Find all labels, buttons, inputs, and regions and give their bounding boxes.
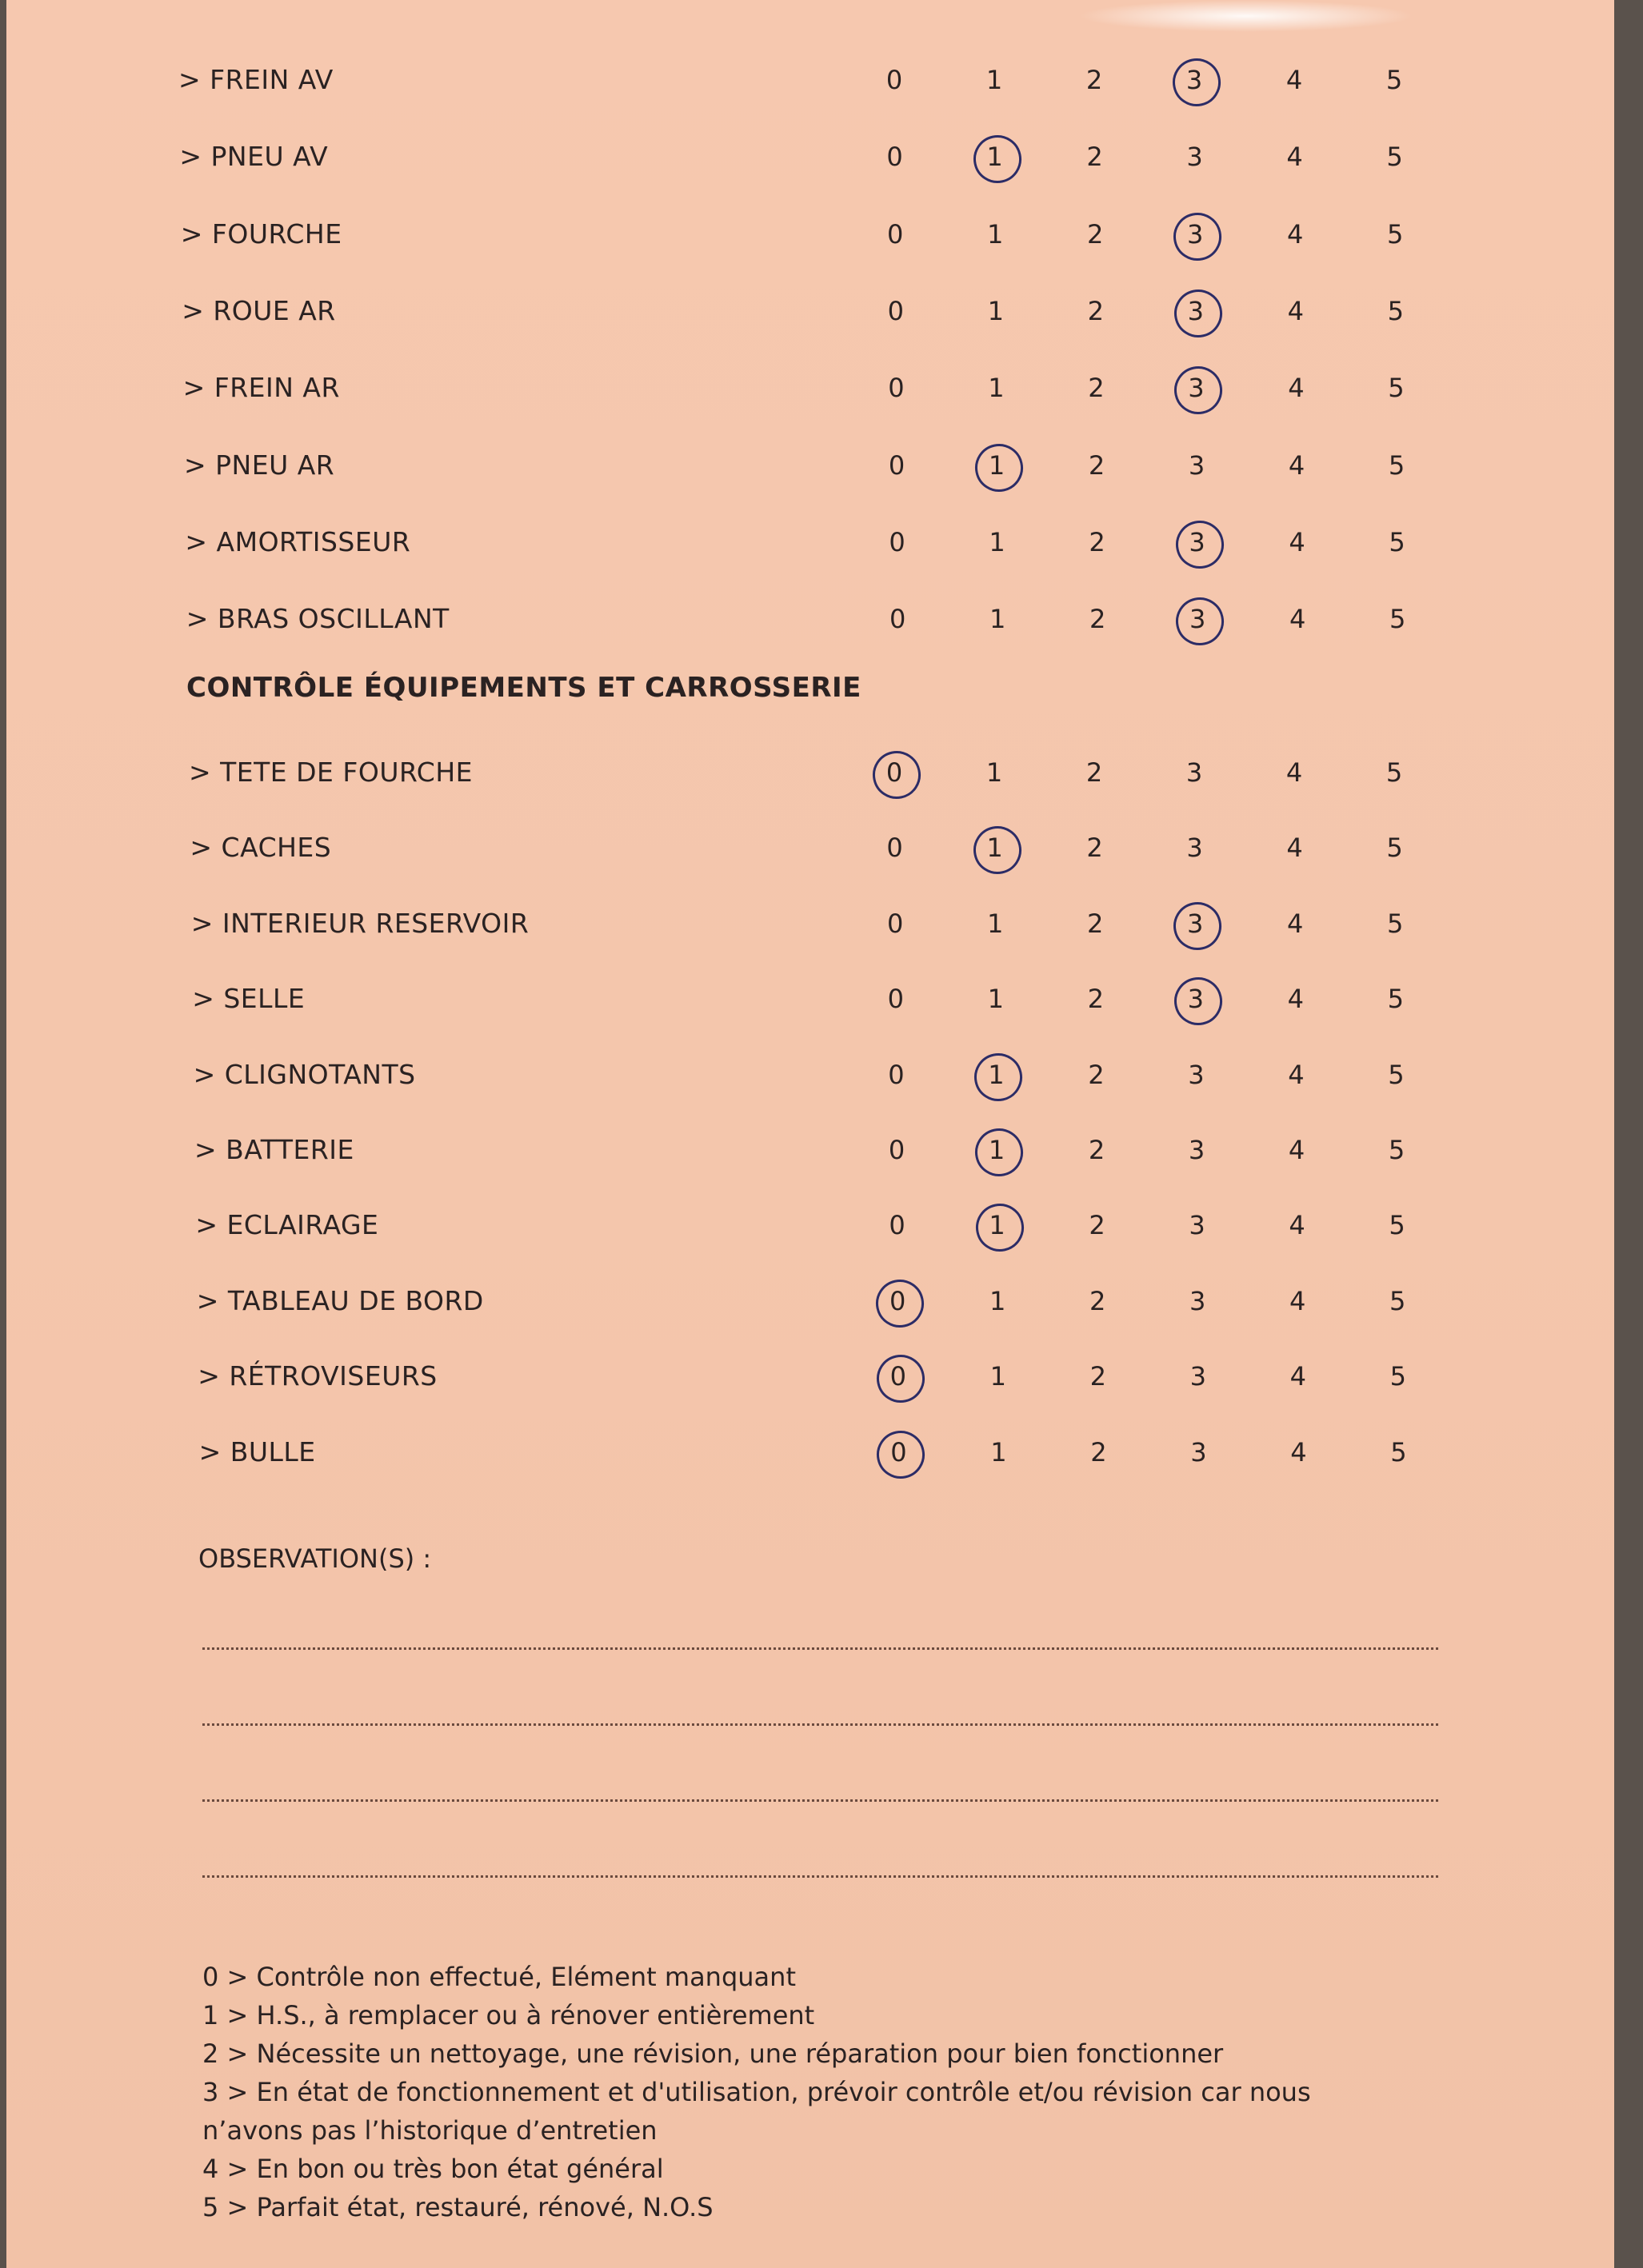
rating-option-0[interactable]: 0	[888, 1059, 905, 1090]
rating-option-1[interactable]: 1	[989, 526, 1005, 557]
rating-option-5[interactable]: 5	[1387, 218, 1404, 250]
rating-legend	[202, 1958, 1522, 2226]
rating-option-1[interactable]: 1	[972, 1051, 1020, 1099]
rating-option-3[interactable]: 3	[1188, 1135, 1205, 1165]
rating-option-4[interactable]: 4	[1286, 833, 1303, 864]
rating-option-3[interactable]: 3	[1171, 900, 1219, 948]
observations-label: OBSERVATION(S) :	[198, 1543, 432, 1574]
row-label: > TABLEAU DE BORD	[196, 1284, 484, 1316]
rating-option-3[interactable]: 3	[1170, 56, 1218, 104]
rating-option-4[interactable]: 4	[1286, 142, 1303, 173]
row-label: > PNEU AR	[184, 449, 335, 481]
rating-option-2[interactable]: 2	[1088, 1059, 1105, 1090]
rating-option-2[interactable]: 2	[1088, 1135, 1105, 1165]
rating-row	[6, 595, 1614, 643]
rating-option-1[interactable]: 1	[989, 604, 1006, 635]
legend-line-2: 2 > Nécessite un nettoyage, une révision, une réparation pour bien fonctionner	[202, 2038, 1224, 2069]
rating-option-4[interactable]: 4	[1290, 1436, 1307, 1467]
row-label: > BRAS OSCILLANT	[186, 603, 450, 635]
rating-option-2[interactable]: 2	[1085, 65, 1103, 95]
rating-row	[6, 1201, 1614, 1249]
rating-option-0[interactable]: 0	[873, 1277, 921, 1325]
rating-option-5[interactable]: 5	[1389, 1210, 1405, 1241]
rating-option-2[interactable]: 2	[1087, 295, 1104, 326]
row-label: > ECLAIRAGE	[195, 1209, 379, 1241]
rating-option-4[interactable]: 4	[1288, 449, 1305, 481]
rating-row	[6, 1352, 1614, 1400]
rating-row	[6, 1277, 1614, 1325]
rating-option-2[interactable]: 2	[1088, 373, 1105, 404]
rating-option-5[interactable]: 5	[1390, 1436, 1407, 1467]
rating-option-3[interactable]: 3	[1186, 833, 1203, 864]
rating-row	[6, 441, 1614, 489]
row-label: > CACHES	[190, 832, 332, 864]
rating-option-5[interactable]: 5	[1389, 604, 1406, 635]
rating-option-5[interactable]: 5	[1387, 295, 1404, 326]
rating-row	[6, 749, 1614, 797]
rating-option-2[interactable]: 2	[1090, 1436, 1107, 1467]
rating-row	[6, 56, 1614, 104]
rating-option-4[interactable]: 4	[1287, 984, 1304, 1015]
rating-option-1[interactable]: 1	[987, 984, 1004, 1015]
rating-option-4[interactable]: 4	[1289, 1361, 1306, 1392]
rating-option-0[interactable]: 0	[887, 218, 904, 250]
rating-row	[6, 824, 1614, 872]
rating-option-4[interactable]: 4	[1288, 1059, 1305, 1090]
rating-option-0[interactable]: 0	[887, 295, 904, 326]
rating-option-4[interactable]: 4	[1289, 526, 1305, 557]
rating-option-3[interactable]: 3	[1188, 449, 1205, 481]
rating-row	[6, 518, 1614, 566]
rating-option-1[interactable]: 1	[989, 1285, 1006, 1316]
observation-line-1[interactable]	[202, 1647, 1438, 1650]
legend-line-3-cont: n’avons pas l’historique d’entretien	[202, 2115, 658, 2146]
row-label: > TETE DE FOURCHE	[189, 757, 473, 788]
rating-option-0[interactable]: 0	[874, 1428, 922, 1476]
row-label: > CLIGNOTANTS	[193, 1058, 416, 1090]
row-label: > BULLE	[198, 1435, 316, 1467]
rating-option-3[interactable]: 3	[1189, 1361, 1206, 1392]
rating-option-5[interactable]: 5	[1388, 1059, 1405, 1090]
rating-option-0[interactable]: 0	[887, 908, 904, 939]
rating-option-1[interactable]: 1	[985, 65, 1003, 95]
rating-option-2[interactable]: 2	[1089, 526, 1105, 557]
rating-option-5[interactable]: 5	[1388, 449, 1405, 481]
row-label: > FOURCHE	[180, 218, 342, 250]
rating-option-1[interactable]: 1	[971, 824, 1019, 872]
rating-option-0[interactable]: 0	[887, 984, 904, 1015]
rating-option-4[interactable]: 4	[1289, 604, 1306, 635]
row-label: > BATTERIE	[194, 1134, 354, 1165]
rating-row	[6, 133, 1614, 181]
rating-option-5[interactable]: 5	[1388, 1135, 1405, 1165]
rating-option-5[interactable]: 5	[1386, 142, 1403, 173]
observation-line-2[interactable]	[202, 1723, 1438, 1726]
rating-option-5[interactable]: 5	[1388, 373, 1405, 404]
rating-option-5[interactable]: 5	[1387, 908, 1404, 939]
inspection-sheet	[6, 0, 1614, 2268]
legend-line-4: 4 > En bon ou très bon état général	[202, 2154, 664, 2184]
rating-option-3[interactable]: 3	[1186, 142, 1203, 173]
row-label: > PNEU AV	[179, 141, 329, 173]
rating-option-2[interactable]: 2	[1087, 218, 1104, 250]
rating-option-3[interactable]: 3	[1172, 287, 1220, 335]
legend-line-5: 5 > Parfait état, restauré, rénové, N.O.S	[202, 2192, 714, 2222]
observation-line-4[interactable]	[202, 1875, 1438, 1878]
row-label: > FREIN AR	[182, 372, 340, 404]
rating-option-3[interactable]: 3	[1189, 1285, 1206, 1316]
rating-option-2[interactable]: 2	[1087, 984, 1104, 1015]
rating-row	[6, 364, 1614, 412]
section-title: CONTRÔLE ÉQUIPEMENTS ET CARROSSERIE	[186, 672, 861, 704]
rating-option-0[interactable]: 0	[886, 833, 903, 864]
rating-option-4[interactable]: 4	[1289, 1285, 1306, 1316]
rating-option-0[interactable]: 0	[888, 373, 905, 404]
rating-option-2[interactable]: 2	[1088, 449, 1105, 481]
rating-option-1[interactable]: 1	[985, 757, 1003, 788]
rating-option-3[interactable]: 3	[1173, 518, 1221, 566]
rating-option-3[interactable]: 3	[1171, 210, 1219, 258]
rating-row	[6, 1051, 1614, 1099]
row-label: > RÉTROVISEURS	[198, 1360, 438, 1392]
rating-option-1[interactable]: 1	[987, 908, 1004, 939]
rating-option-4[interactable]: 4	[1285, 65, 1303, 95]
rating-option-3[interactable]: 3	[1172, 364, 1220, 412]
rating-option-0[interactable]: 0	[888, 449, 905, 481]
rating-option-3[interactable]: 3	[1173, 595, 1221, 643]
rating-row	[6, 210, 1614, 258]
row-label: > SELLE	[192, 983, 306, 1015]
rating-row	[6, 1428, 1614, 1476]
rating-option-0[interactable]: 0	[874, 1352, 922, 1400]
rating-option-2[interactable]: 2	[1087, 908, 1104, 939]
rating-option-0[interactable]: 0	[889, 526, 905, 557]
rating-option-2[interactable]: 2	[1089, 1361, 1106, 1392]
rating-option-5[interactable]: 5	[1387, 984, 1404, 1015]
rating-option-5[interactable]: 5	[1385, 757, 1403, 788]
rating-option-0[interactable]: 0	[889, 604, 906, 635]
legend-line-1: 1 > H.S., à remplacer ou à rénover entièrement	[202, 2000, 815, 2030]
rating-option-5[interactable]: 5	[1389, 1285, 1406, 1316]
rating-row	[6, 1126, 1614, 1174]
rating-option-0[interactable]: 0	[870, 749, 918, 797]
rating-option-3[interactable]: 3	[1188, 1059, 1205, 1090]
rating-option-3[interactable]: 3	[1190, 1436, 1207, 1467]
rating-option-1[interactable]: 1	[987, 295, 1004, 326]
row-label: > ROUE AR	[182, 294, 336, 326]
observation-line-3[interactable]	[202, 1799, 1438, 1802]
rating-option-4[interactable]: 4	[1289, 1210, 1305, 1241]
row-label: > INTERIEUR RESERVOIR	[190, 907, 530, 939]
rating-option-4[interactable]: 4	[1287, 218, 1304, 250]
rating-option-0[interactable]: 0	[889, 1210, 905, 1241]
rating-option-5[interactable]: 5	[1389, 1361, 1406, 1392]
rating-option-5[interactable]: 5	[1386, 833, 1403, 864]
paper-glare	[1078, 0, 1414, 32]
rating-option-4[interactable]: 4	[1285, 757, 1303, 788]
rating-option-5[interactable]: 5	[1385, 65, 1403, 95]
legend-line-3: 3 > En état de fonctionnement et d'utilisation, prévoir contrôle et/ou révision car nous	[202, 2077, 1311, 2107]
rating-option-4[interactable]: 4	[1288, 373, 1305, 404]
rating-option-1[interactable]: 1	[989, 1361, 1006, 1392]
rating-option-3[interactable]: 3	[1172, 975, 1220, 1023]
rating-row	[6, 975, 1614, 1023]
rating-option-1[interactable]: 1	[973, 1126, 1021, 1174]
rating-option-2[interactable]: 2	[1086, 142, 1103, 173]
rating-option-4[interactable]: 4	[1288, 1135, 1305, 1165]
rating-option-2[interactable]: 2	[1089, 604, 1106, 635]
rating-option-1[interactable]: 1	[973, 1201, 1021, 1249]
row-label: > AMORTISSEUR	[185, 525, 411, 557]
rating-option-1[interactable]: 1	[988, 373, 1005, 404]
rating-option-1[interactable]: 1	[973, 441, 1021, 489]
rating-option-1[interactable]: 1	[990, 1436, 1007, 1467]
rating-option-4[interactable]: 4	[1287, 295, 1304, 326]
rating-option-1[interactable]: 1	[971, 133, 1019, 181]
rating-option-0[interactable]: 0	[888, 1135, 905, 1165]
rating-row	[6, 900, 1614, 948]
rating-option-0[interactable]: 0	[885, 65, 903, 95]
row-label: > FREIN AV	[178, 64, 334, 95]
rating-row	[6, 287, 1614, 335]
rating-option-4[interactable]: 4	[1287, 908, 1304, 939]
rating-option-2[interactable]: 2	[1086, 833, 1103, 864]
legend-line-0: 0 > Contrôle non effectué, Elément manquant	[202, 1962, 796, 1992]
rating-option-5[interactable]: 5	[1389, 526, 1405, 557]
rating-option-3[interactable]: 3	[1185, 757, 1203, 788]
rating-option-0[interactable]: 0	[886, 142, 903, 173]
rating-option-3[interactable]: 3	[1189, 1210, 1205, 1241]
rating-option-2[interactable]: 2	[1085, 757, 1103, 788]
rating-option-2[interactable]: 2	[1089, 1210, 1105, 1241]
rating-option-2[interactable]: 2	[1089, 1285, 1106, 1316]
rating-option-1[interactable]: 1	[987, 218, 1004, 250]
